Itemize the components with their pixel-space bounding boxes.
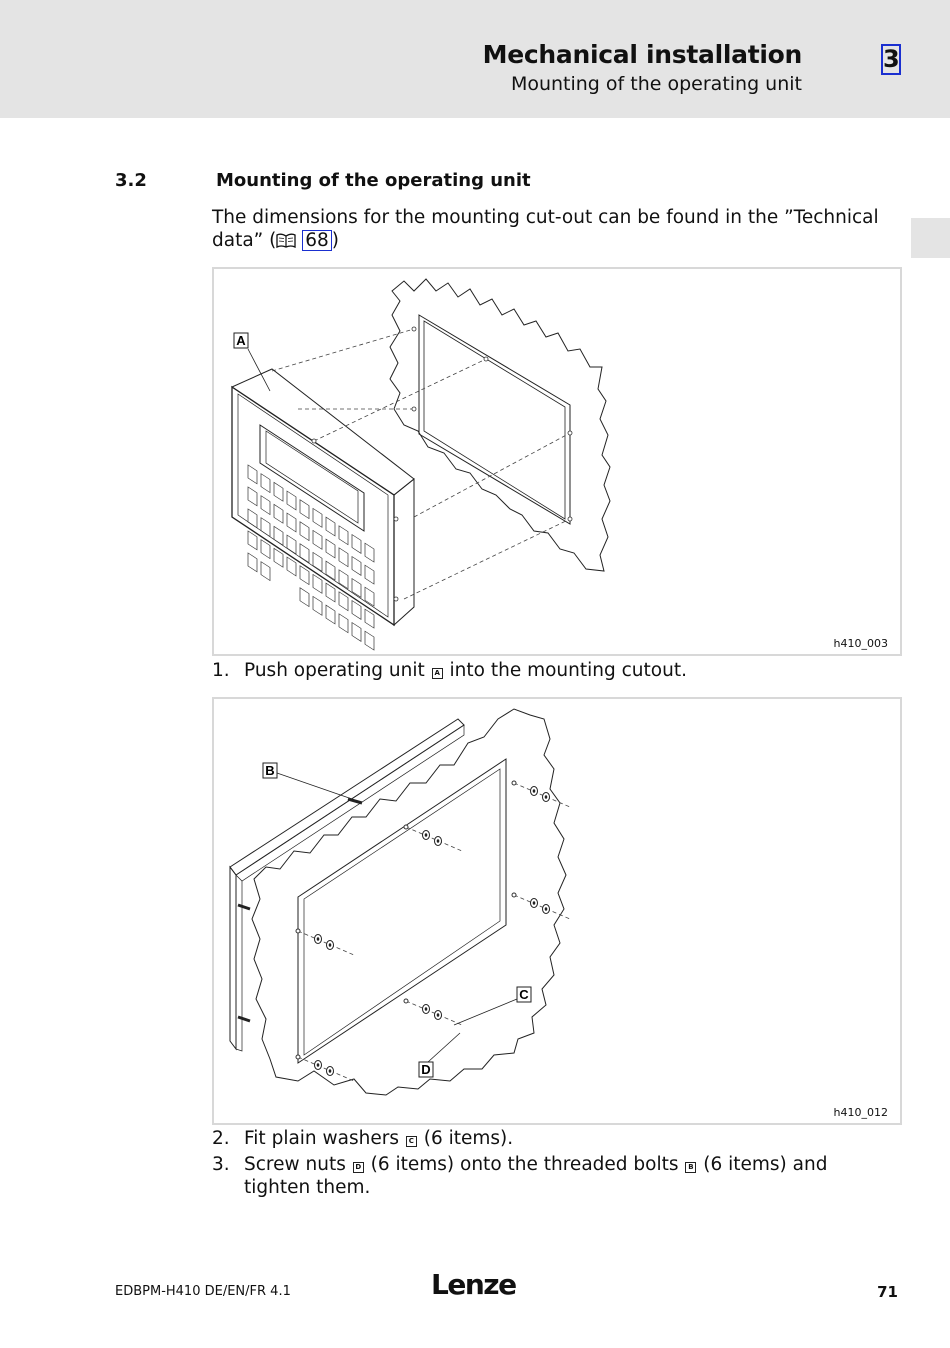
keypad-key <box>326 539 335 558</box>
washer-hole <box>533 901 536 905</box>
fastener-axis <box>514 895 570 919</box>
figure1-drawing <box>214 269 900 654</box>
keypad-key <box>274 482 283 501</box>
label-d: D <box>421 1062 431 1077</box>
bolt-hole <box>512 893 516 897</box>
keypad-key <box>261 518 270 537</box>
keypad-key <box>248 465 257 484</box>
keypad-key <box>300 544 309 563</box>
keypad-key <box>274 504 283 523</box>
keypad-key <box>313 574 322 593</box>
step-text-part: (6 items) onto the threaded bolts <box>364 1154 685 1175</box>
chapter-side-tab <box>911 218 950 258</box>
mark-b: B <box>685 1162 696 1173</box>
washer-hole <box>425 1007 428 1011</box>
keypad-key <box>352 623 361 642</box>
keypad-key <box>313 552 322 571</box>
page-header-title: Mechanical installation <box>482 40 802 69</box>
keypad-key <box>261 562 270 581</box>
keypad-key <box>352 535 361 554</box>
keypad-key <box>365 631 374 650</box>
header-band <box>0 0 950 118</box>
keypad-key <box>261 540 270 559</box>
keypad-key <box>365 587 374 606</box>
section-number: 3.2 <box>115 170 147 191</box>
nut-hole <box>545 795 548 799</box>
keypad-key <box>300 522 309 541</box>
keypad-key <box>261 474 270 493</box>
nut-hole <box>437 1013 440 1017</box>
nut-hole <box>437 839 440 843</box>
keypad-key <box>352 579 361 598</box>
keypad-key <box>274 526 283 545</box>
keypad-key <box>365 543 374 562</box>
keypad-key <box>339 548 348 567</box>
keypad-key <box>313 530 322 549</box>
mark-d: D <box>353 1162 364 1173</box>
fastener-axis <box>514 783 570 807</box>
keypad-key <box>300 500 309 519</box>
keypad-key <box>287 535 296 554</box>
fastener-axis <box>298 931 354 955</box>
figure-push-unit-into-cutout <box>212 267 902 656</box>
bolt-hole <box>404 999 408 1003</box>
keypad-key <box>365 609 374 628</box>
keypad-key <box>313 596 322 615</box>
step-text <box>244 1127 884 1150</box>
bolt-hole <box>296 1055 300 1059</box>
nut-hole <box>329 1069 332 1073</box>
keypad-key <box>326 583 335 602</box>
figure-fasten-unit <box>212 697 902 1125</box>
step-number: 1. <box>212 660 230 681</box>
label-d-callout <box>419 1033 460 1077</box>
label-b: B <box>265 763 275 778</box>
page-reference-link[interactable]: 68 <box>302 230 332 251</box>
bolt-hole <box>404 825 408 829</box>
keypad-key <box>326 517 335 536</box>
step-text-part: Fit plain washers <box>244 1128 405 1149</box>
keypad-key <box>287 513 296 532</box>
bolt-hole <box>512 781 516 785</box>
figure1-code: h410_003 <box>833 637 888 650</box>
keypad-key <box>300 588 309 607</box>
intro-closing: ) <box>331 230 340 251</box>
step-text <box>244 1153 884 1199</box>
step-text-part: into the mounting cutout. <box>443 660 687 681</box>
keypad-key <box>365 565 374 584</box>
washer-hole <box>425 833 428 837</box>
page-number: 71 <box>877 1283 898 1301</box>
keypad-key <box>300 566 309 585</box>
label-a: A <box>236 333 246 348</box>
step-text-part: Screw nuts <box>244 1154 352 1175</box>
step-text-part: (6 items) and tighten them. <box>244 1154 828 1198</box>
intro-paragraph <box>212 206 912 254</box>
nut-hole <box>545 907 548 911</box>
keypad-key <box>248 509 257 528</box>
label-b-callout <box>263 763 352 799</box>
step-text-part: Push operating unit <box>244 660 431 681</box>
fastener-axis <box>406 1001 462 1025</box>
lenze-logo: Lenze <box>431 1268 516 1301</box>
keypad-key <box>274 548 283 567</box>
step-number: 2. <box>212 1128 230 1149</box>
keypad-key <box>326 561 335 580</box>
label-c-callout <box>454 987 531 1025</box>
intro-text: The dimensions for the mounting cut-out can be found in the ”Technical data” ( <box>212 207 879 251</box>
keypad-key <box>352 557 361 576</box>
keypad-key <box>352 601 361 620</box>
mark-c: C <box>406 1136 417 1147</box>
footer-document-id: EDBPM-H410 DE/EN/FR 4.1 <box>115 1284 291 1299</box>
keypad-key <box>313 508 322 527</box>
figure2-drawing <box>214 699 900 1123</box>
keypad-key <box>339 570 348 589</box>
label-c: C <box>519 987 529 1002</box>
book-icon <box>276 231 296 254</box>
keypad-key <box>339 526 348 545</box>
fastener-axis <box>406 827 462 851</box>
step-text <box>244 659 884 682</box>
bolt-hole <box>296 929 300 933</box>
keypad-key <box>339 592 348 611</box>
page-header-subtitle: Mounting of the operating unit <box>510 73 802 95</box>
mark-a: A <box>432 668 443 679</box>
fastener-axis <box>298 1057 354 1081</box>
keypad-key <box>326 605 335 624</box>
section-title: Mounting of the operating unit <box>216 170 531 191</box>
step-number: 3. <box>212 1154 230 1175</box>
keypad-key <box>339 614 348 633</box>
keypad-key <box>287 557 296 576</box>
figure2-code: h410_012 <box>833 1106 888 1119</box>
keypad-key <box>248 553 257 572</box>
keypad-key <box>248 531 257 550</box>
nut-hole <box>329 943 332 947</box>
step-text-part: (6 items). <box>417 1128 514 1149</box>
keypad-key <box>248 487 257 506</box>
washer-hole <box>317 1063 320 1067</box>
label-a-callout <box>234 333 270 391</box>
keypad-key <box>261 496 270 515</box>
chapter-number-link[interactable]: 3 <box>883 45 900 73</box>
washer-hole <box>533 789 536 793</box>
washer-hole <box>317 937 320 941</box>
keypad-key <box>287 491 296 510</box>
